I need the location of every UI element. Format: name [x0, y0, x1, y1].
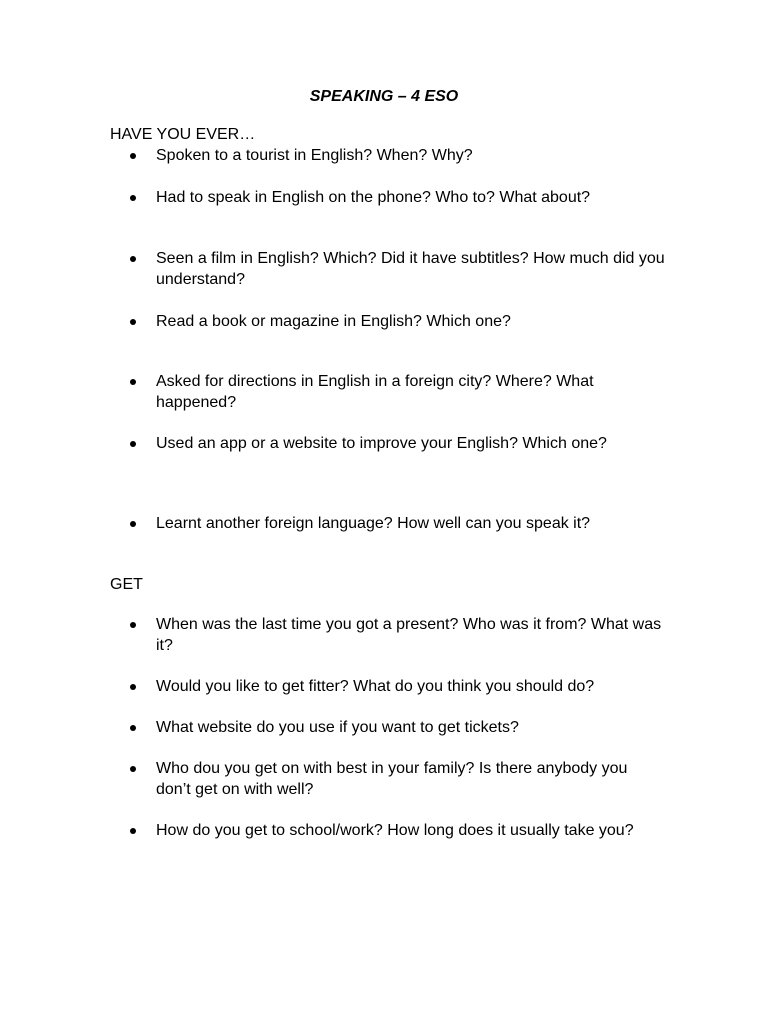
- list-item: [156, 187, 666, 208]
- list-item: [156, 614, 666, 656]
- list-item-text: Asked for directions in English in a foreign city? Where? What happened?: [156, 373, 594, 411]
- list-item-text: Would you like to get fitter? What do you think you should do?: [156, 678, 595, 695]
- list-item: [156, 717, 666, 738]
- list-item: [156, 513, 666, 534]
- section-heading-get: GET: [110, 576, 143, 593]
- list-item: [156, 758, 666, 800]
- list-item-text: Learnt another foreign language? How well can you speak it?: [156, 515, 591, 532]
- bullet-icon: [130, 521, 136, 527]
- list-item-text: What website do you use if you want to get tickets?: [156, 719, 519, 736]
- list-item-text: Read a book or magazine in English? Which one?: [156, 313, 511, 330]
- bullet-icon: [130, 622, 136, 628]
- list-item-text: How do you get to school/work? How long does it usually take you?: [156, 822, 634, 839]
- bullet-icon: [130, 725, 136, 731]
- bullet-icon: [130, 684, 136, 690]
- bullet-icon: [130, 379, 136, 385]
- list-item-text: Used an app or a website to improve your English? Which one?: [156, 435, 607, 452]
- bullet-icon: [130, 828, 136, 834]
- list-item: [156, 371, 666, 413]
- list-item: [156, 248, 666, 290]
- list-item-text: Had to speak in English on the phone? Who to? What about?: [156, 189, 591, 206]
- bullet-icon: [130, 256, 136, 262]
- list-item: [156, 820, 666, 841]
- section-heading-have-you-ever: HAVE YOU EVER…: [110, 126, 256, 143]
- page-title: SPEAKING – 4 ESO: [309, 88, 459, 105]
- bullet-icon: [130, 153, 136, 159]
- list-item-text: Who dou you get on with best in your family? Is there anybody you don’t get on with well?: [156, 760, 628, 798]
- list-item: [156, 311, 666, 332]
- bullet-icon: [130, 766, 136, 772]
- bullet-icon: [130, 441, 136, 447]
- bullet-icon: [130, 319, 136, 325]
- list-item-text: Spoken to a tourist in English? When? Why?: [156, 147, 473, 164]
- list-item: [156, 145, 666, 166]
- list-item-text: When was the last time you got a present? Who was it from? What was it?: [156, 616, 662, 654]
- bullet-icon: [130, 195, 136, 201]
- list-item: [156, 433, 666, 454]
- list-item-text: Seen a film in English? Which? Did it have subtitles? How much did you understand?: [156, 250, 665, 288]
- list-item: [156, 676, 666, 697]
